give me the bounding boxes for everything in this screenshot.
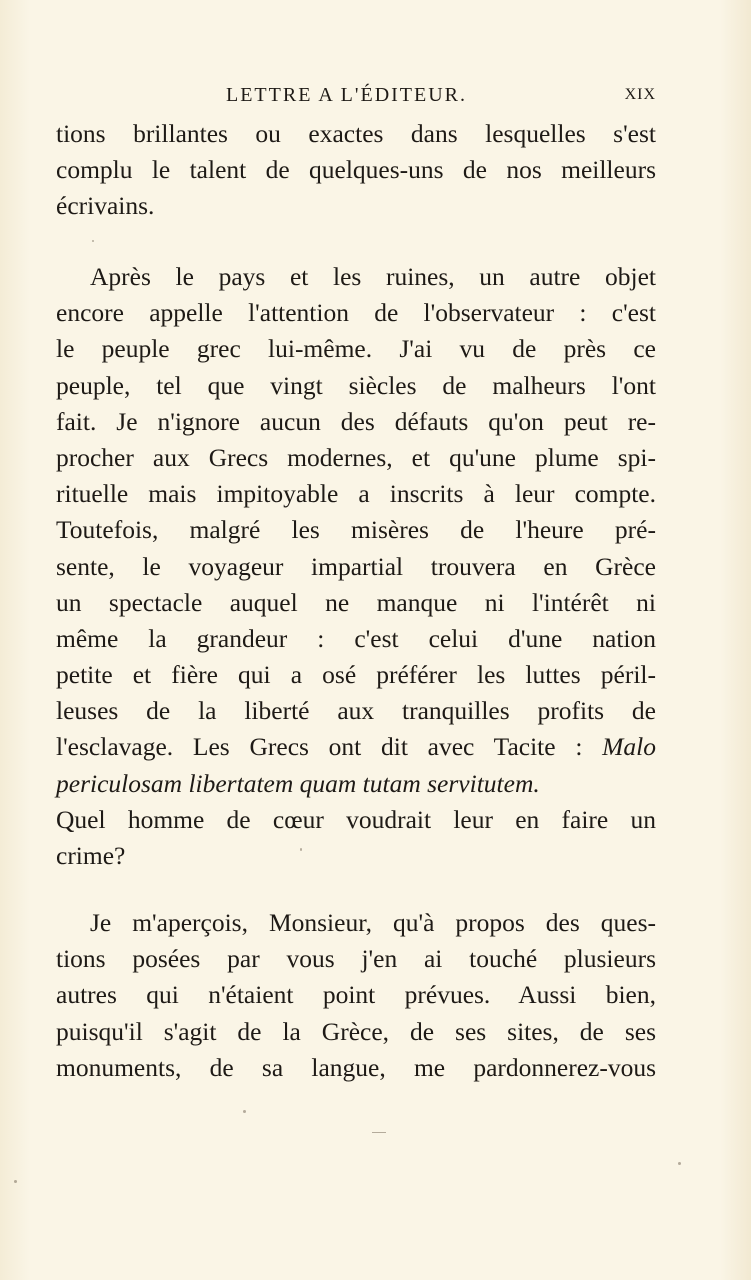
paper-speck	[678, 1162, 681, 1165]
paragraph-questions	[56, 905, 656, 1086]
paper-speck	[300, 848, 302, 851]
page-number: XIX	[624, 86, 656, 103]
text-line: sente, le voyageur impartial trouvera en Grèce	[56, 551, 656, 581]
text-line: leuses de la liberté aux tranquilles profits de	[56, 696, 656, 726]
text-line: rituelle mais impitoyable a inscrits à leur compte.	[56, 479, 656, 509]
text-line: même la grandeur : c'est celui d'une nation	[56, 623, 656, 653]
running-head	[56, 84, 656, 108]
text-line: tions brillantes ou exactes dans lesquelles s'est	[56, 119, 656, 148]
text-line: Toutefois, malgré les misères de l'heure pré-	[56, 515, 656, 545]
paper-speck	[92, 240, 94, 242]
paper-speck	[243, 1110, 246, 1113]
text-line: procher aux Grecs modernes, et qu'une plume spi-	[56, 442, 656, 472]
text-line: crime?	[56, 841, 126, 870]
text-line: Après le pays et les ruines, un autre objet	[90, 262, 656, 291]
text-line: le peuple grec lui-même. J'ai vu de près ce	[56, 334, 656, 364]
paper-speck	[14, 1180, 17, 1183]
paragraph-greek-people	[56, 259, 656, 874]
text-line: puisqu'il s'agit de la Grèce, de ses sites, de ses	[56, 1016, 656, 1046]
text-line: tions posées par vous j'en ai touché plusieurs	[56, 944, 656, 974]
text-line-with-latin	[56, 729, 656, 765]
running-title: LETTRE A L'ÉDITEUR.	[226, 84, 468, 106]
text-line: fait. Je n'ignore aucun des défauts qu'on peut re-	[56, 406, 656, 436]
text-line: complu le talent de quelques-uns de nos meilleurs	[56, 155, 656, 185]
paragraph-continuation	[56, 116, 656, 225]
paper-speck	[372, 1132, 386, 1133]
text-line: petite et fière qui a osé préférer les luttes péril-	[56, 660, 656, 690]
text-segment: l'esclavage. Les Grecs ont dit avec Tacite :	[56, 732, 603, 762]
text-line: autres qui n'étaient point prévues. Aussi bien,	[56, 980, 656, 1010]
latin-quote: periculosam libertatem quam tutam servitutem.	[56, 768, 540, 798]
text-line: peuple, tel que vingt siècles de malheurs l'ont	[56, 370, 656, 400]
text-line: écrivains.	[56, 191, 155, 221]
text-line: Quel homme de cœur voudrait leur en faire un	[56, 804, 656, 834]
text-line: encore appelle l'attention de l'observateur : c'est	[56, 298, 656, 328]
latin-quote-start: Malo	[602, 732, 656, 762]
text-line: Je m'aperçois, Monsieur, qu'à propos des ques-	[90, 908, 656, 937]
text-line: un spectacle auquel ne manque ni l'intérêt ni	[56, 587, 656, 617]
text-line: monuments, de sa langue, me pardonnerez-vous	[56, 1052, 656, 1082]
